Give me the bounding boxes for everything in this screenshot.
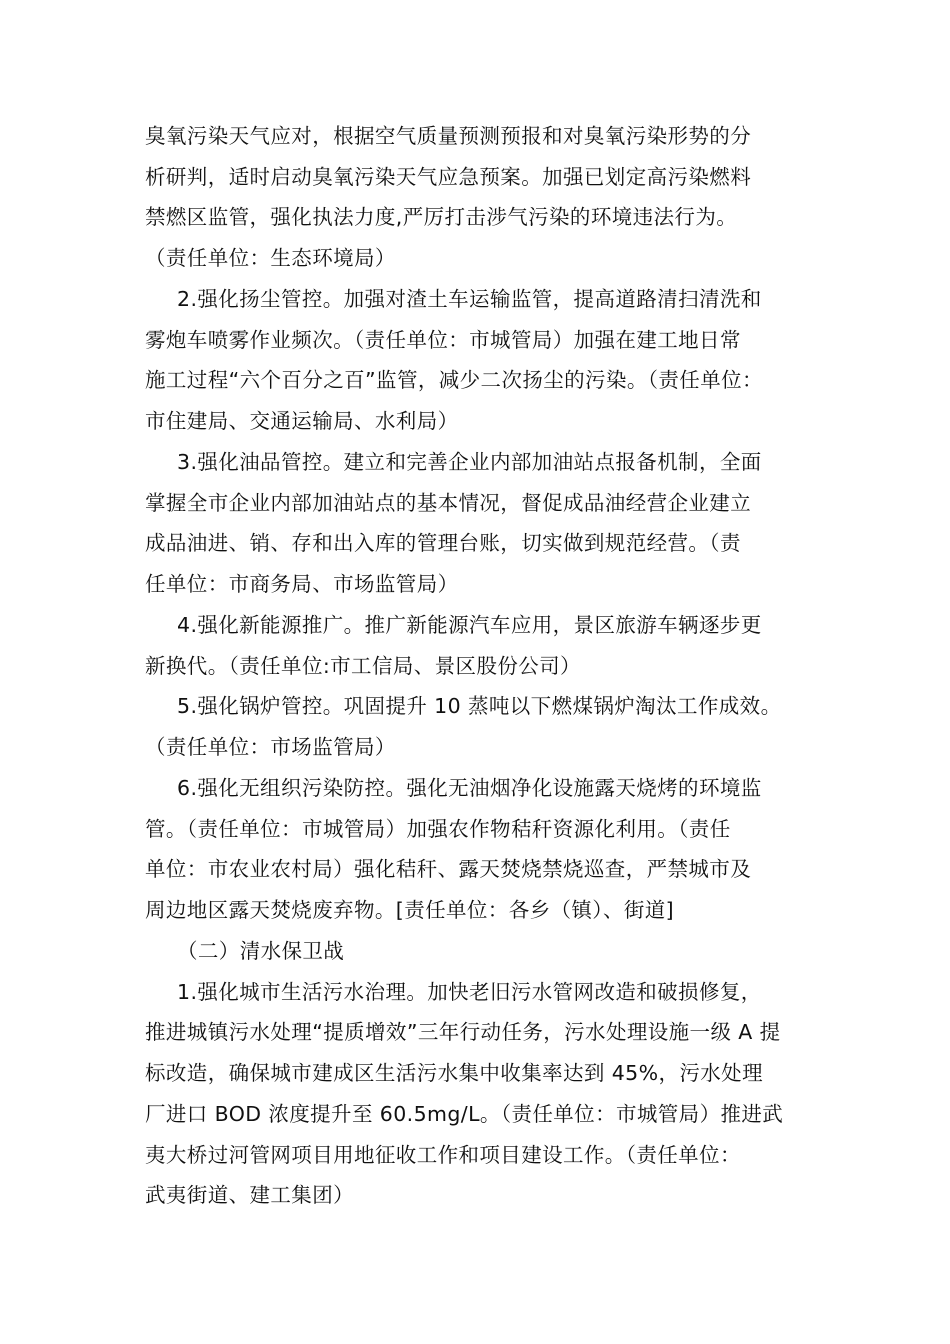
text-line: 析研判，适时启动臭氧污染天气应急预案。加强已划定高污染燃料 bbox=[145, 165, 752, 189]
text-line: 臭氧污染天气应对，根据空气质量预测预报和对臭氧污染形势的分 bbox=[145, 124, 752, 148]
text-line: 管。（责任单位：市城管局）加强农作物秸秆资源化利用。（责任 bbox=[145, 817, 731, 841]
paragraph-start-line: 4.强化新能源推广。推广新能源汽车应用，景区旅游车辆逐步更 bbox=[177, 613, 762, 637]
text-line: 夷大桥过河管网项目用地征收工作和项目建设工作。（责任单位： bbox=[145, 1143, 741, 1167]
text-line: 周边地区露天焚烧废弃物。[责任单位：各乡（镇）、街道] bbox=[145, 898, 675, 922]
text-line: 施工过程“六个百分之百”监管，减少二次扬尘的污染。（责任单位： bbox=[145, 368, 763, 392]
text-line: 成品油进、销、存和出入库的管理台账，切实做到规范经营。（责 bbox=[145, 531, 741, 555]
text-line: 推进城镇污水处理“提质增效”三年行动任务，污水处理设施一级 A 提 bbox=[145, 1020, 781, 1044]
text-line: 市住建局、交通运输局、水利局） bbox=[145, 409, 459, 433]
paragraph-start-line: 5.强化锅炉管控。巩固提升 10 蒸吨以下燃煤锅炉淘汰工作成效。 bbox=[177, 694, 782, 718]
text-line: 雾炮车喷雾作业频次。（责任单位：市城管局）加强在建工地日常 bbox=[145, 328, 741, 352]
paragraph-start-line: 6.强化无组织污染防控。强化无油烟净化设施露天烧烤的环境监 bbox=[177, 776, 762, 800]
text-line: 任单位：市商务局、市场监管局） bbox=[145, 572, 459, 596]
text-line: 厂进口 BOD 浓度提升至 60.5mg/L。（责任单位：市城管局）推进武 bbox=[145, 1102, 784, 1126]
paragraph-start-line: 2.强化扬尘管控。加强对渣土车运输监管，提高道路清扫清洗和 bbox=[177, 287, 762, 311]
text-line: 新换代。（责任单位:市工信局、景区股份公司） bbox=[145, 654, 581, 678]
text-line: 掌握全市企业内部加油站点的基本情况，督促成品油经营企业建立 bbox=[145, 491, 752, 515]
text-line: （责任单位：市场监管局） bbox=[145, 735, 396, 759]
paragraph-start-line: 3.强化油品管控。建立和完善企业内部加油站点报备机制，全面 bbox=[177, 450, 762, 474]
paragraph-start-line: 1.强化城市生活污水治理。加快老旧污水管网改造和破损修复， bbox=[177, 980, 762, 1004]
text-line: （责任单位：生态环境局） bbox=[145, 246, 396, 270]
section-heading: （二）清水保卫战 bbox=[177, 939, 345, 963]
text-line: 标改造，确保城市建成区生活污水集中收集率达到 45%，污水处理 bbox=[145, 1061, 763, 1085]
text-line: 禁燃区监管，强化执法力度,严厉打击涉气污染的环境违法行为。 bbox=[145, 205, 738, 229]
text-line: 武夷街道、建工集团） bbox=[145, 1183, 354, 1207]
text-line: 单位：市农业农村局）强化秸秆、露天焚烧禁烧巡查，严禁城市及 bbox=[145, 857, 752, 881]
